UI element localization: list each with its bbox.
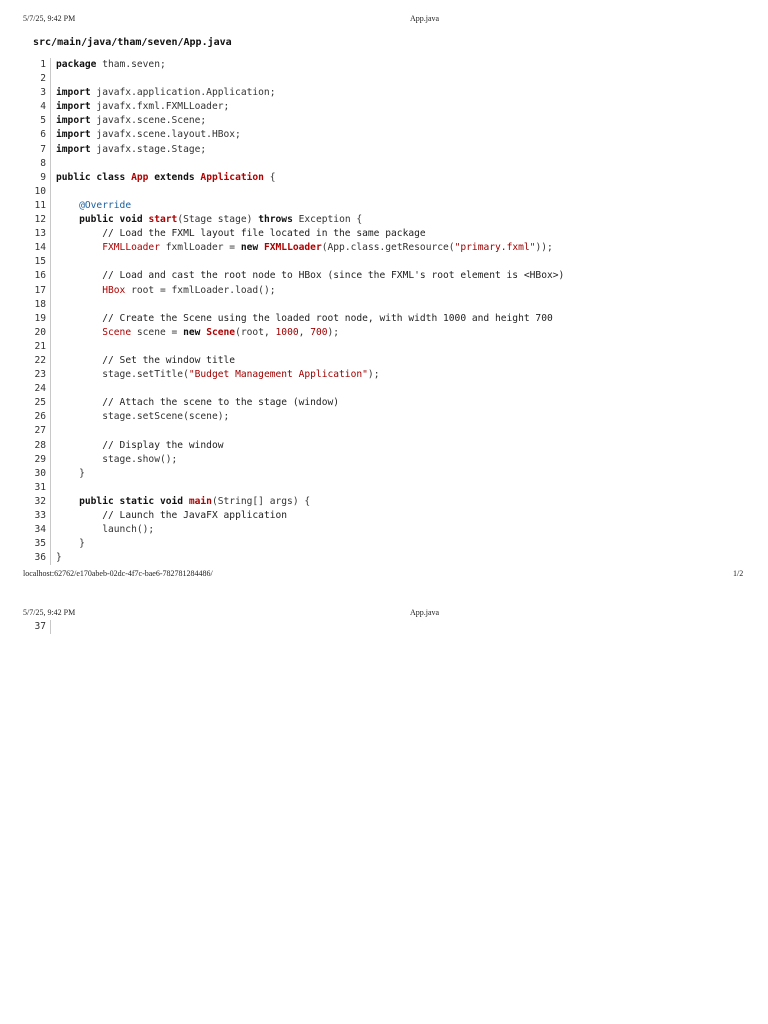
code-text: [51, 509, 287, 523]
code-token: }: [56, 552, 62, 564]
code-text: [51, 227, 426, 241]
code-token: javafx.fxml.FXMLLoader;: [90, 101, 230, 113]
code-text: [51, 481, 56, 495]
code-token: javafx.scene.Scene;: [90, 115, 207, 127]
file-path: src/main/java/tham/seven/App.java: [33, 37, 232, 48]
line-number: 25: [22, 396, 51, 410]
code-token: Application: [200, 171, 264, 183]
code-block-continued: [22, 620, 56, 634]
code-token: FXMLLoader: [102, 242, 160, 254]
code-line: [22, 284, 564, 298]
code-line: [22, 368, 564, 382]
code-text: [51, 354, 235, 368]
code-token: // Launch the JavaFX application: [102, 510, 288, 521]
code-token: (Stage stage): [177, 214, 259, 226]
code-text: [51, 269, 564, 283]
code-text: [51, 298, 56, 312]
code-token: javafx.application.Application;: [90, 87, 276, 99]
code-line: [22, 114, 564, 128]
code-token: }: [56, 538, 85, 550]
line-number: 6: [22, 128, 51, 142]
code-token: throws: [258, 214, 293, 226]
code-token: [56, 285, 102, 296]
code-text: [51, 199, 131, 213]
code-text: [51, 537, 85, 551]
code-token: );: [327, 326, 340, 338]
code-token: 1000: [275, 326, 299, 338]
code-token: [56, 270, 102, 281]
code-token: package: [56, 59, 97, 70]
code-text: [51, 523, 154, 537]
code-token: [56, 496, 79, 507]
line-number: 30: [22, 467, 51, 481]
code-line: [22, 171, 564, 185]
code-token: "primary.fxml": [454, 242, 536, 254]
code-text: [51, 326, 339, 340]
code-text: [51, 86, 276, 100]
code-text: [51, 467, 85, 481]
code-text: [51, 439, 224, 453]
code-line: [22, 410, 564, 424]
code-text: [51, 340, 56, 354]
code-token: (App.class.getResource(: [321, 242, 455, 254]
line-number: 24: [22, 382, 51, 396]
line-number: 7: [22, 143, 51, 157]
code-line: [22, 269, 564, 283]
code-line: [22, 199, 564, 213]
page1-footer-page-number: 1/2: [733, 569, 744, 578]
line-number: 17: [22, 284, 51, 298]
code-line: [22, 620, 56, 634]
code-token: public class: [56, 171, 126, 183]
line-number: 22: [22, 354, 51, 368]
code-token: [56, 228, 102, 239]
code-token: import: [56, 129, 91, 141]
code-token: [56, 313, 102, 324]
code-text: [51, 312, 553, 326]
code-token: 700: [310, 326, 328, 338]
code-token: stage.setScene(scene);: [56, 411, 230, 423]
code-text: [51, 114, 206, 128]
code-token: import: [56, 115, 91, 127]
code-token: );: [367, 369, 380, 381]
line-number: 14: [22, 241, 51, 255]
line-number: 10: [22, 185, 51, 199]
code-text: [51, 213, 362, 227]
code-text: [51, 171, 276, 185]
code-token: FXMLLoader: [263, 242, 322, 254]
page1-header-title: App.java: [410, 14, 440, 23]
line-number: 8: [22, 157, 51, 171]
line-number: 29: [22, 453, 51, 467]
code-token: [56, 242, 102, 253]
code-text: [51, 284, 276, 298]
code-line: [22, 241, 564, 255]
line-number: 1: [22, 58, 51, 72]
line-number: 31: [22, 481, 51, 495]
code-line: [22, 481, 564, 495]
code-line: [22, 298, 564, 312]
code-line: [22, 128, 564, 142]
code-text: [51, 495, 310, 509]
code-line: [22, 185, 564, 199]
line-number: 16: [22, 269, 51, 283]
line-number: 33: [22, 509, 51, 523]
code-token: import: [56, 87, 91, 99]
line-number: 21: [22, 340, 51, 354]
code-token: (root,: [235, 326, 276, 338]
code-line: [22, 86, 564, 100]
code-block: [22, 58, 564, 565]
code-line: [22, 100, 564, 114]
code-token: [56, 355, 102, 366]
line-number: 19: [22, 312, 51, 326]
code-token: start: [148, 214, 178, 226]
code-token: ));: [535, 242, 553, 254]
code-token: new: [240, 242, 259, 254]
code-token: ,: [298, 326, 311, 338]
code-text: [51, 241, 553, 255]
line-number: 20: [22, 326, 51, 340]
code-text: [51, 72, 56, 86]
code-token: // Set the window title: [102, 354, 236, 366]
code-line: [22, 312, 564, 326]
code-line: [22, 72, 564, 86]
code-text: [51, 551, 62, 565]
code-token: javafx.stage.Stage;: [90, 143, 207, 155]
page2-header-datetime: 5/7/25, 9:42 PM: [23, 608, 76, 617]
code-token: "Budget Management Application": [188, 369, 368, 381]
code-token: import: [56, 101, 91, 113]
line-number: 9: [22, 171, 51, 185]
code-line: [22, 157, 564, 171]
code-token: [56, 327, 102, 338]
line-number: 35: [22, 537, 51, 551]
code-text: [51, 424, 56, 438]
code-text: [51, 185, 56, 199]
code-line: [22, 227, 564, 241]
code-line: [22, 424, 564, 438]
line-number: 11: [22, 199, 51, 213]
code-token: scene =: [131, 326, 184, 338]
line-number: 26: [22, 410, 51, 424]
code-text: [51, 255, 56, 269]
code-line: [22, 58, 564, 72]
code-line: [22, 354, 564, 368]
code-line: [22, 143, 564, 157]
code-token: [56, 200, 79, 211]
line-number: 13: [22, 227, 51, 241]
code-token: [56, 510, 102, 521]
code-text: [51, 453, 177, 467]
code-token: // Load the FXML layout file located in the same package: [102, 228, 426, 240]
code-line: [22, 340, 564, 354]
code-token: main: [188, 495, 212, 507]
line-number: 5: [22, 114, 51, 128]
line-number: 27: [22, 424, 51, 438]
line-number: 34: [22, 523, 51, 537]
code-token: stage.setTitle(: [56, 369, 189, 381]
code-text: [51, 620, 56, 634]
code-text: [51, 143, 206, 157]
code-line: [22, 509, 564, 523]
line-number: 36: [22, 551, 51, 565]
code-token: fxmlLoader =: [159, 242, 241, 254]
line-number: 32: [22, 495, 51, 509]
line-number: 2: [22, 72, 51, 86]
code-token: import: [56, 143, 91, 155]
page1-footer-url: localhost:62762/e170abeb-02dc-4f7c-bae6-782781284486/: [23, 569, 213, 578]
code-token: Exception {: [292, 214, 363, 226]
page1-header-datetime: 5/7/25, 9:42 PM: [23, 14, 76, 23]
code-text: [51, 410, 229, 424]
code-line: [22, 453, 564, 467]
code-line: [22, 439, 564, 453]
code-token: public void: [79, 214, 143, 226]
code-token: javafx.scene.layout.HBox;: [90, 129, 241, 141]
code-token: App: [131, 171, 149, 183]
code-line: [22, 523, 564, 537]
code-text: [51, 128, 241, 142]
code-token: @Override: [79, 199, 132, 211]
page2-header-title: App.java: [410, 608, 440, 617]
code-token: // Display the window: [102, 439, 224, 451]
line-number: 28: [22, 439, 51, 453]
line-number: 37: [22, 620, 51, 634]
code-token: }: [56, 467, 85, 479]
line-number: 15: [22, 255, 51, 269]
code-text: [51, 396, 339, 410]
code-line: [22, 467, 564, 481]
code-text: [51, 382, 56, 396]
code-line: [22, 326, 564, 340]
code-token: launch();: [56, 524, 155, 536]
line-number: 23: [22, 368, 51, 382]
code-token: // Create the Scene using the loaded root node, with width 1000 and height 700: [102, 312, 553, 324]
code-token: // Load and cast the root node to HBox (since the FXML's root element is <HBox>): [102, 270, 565, 282]
code-text: [51, 100, 229, 114]
code-token: [56, 440, 102, 451]
code-token: Scene: [102, 326, 132, 338]
code-token: root = fxmlLoader.load();: [125, 284, 276, 296]
code-text: [51, 368, 379, 382]
code-text: [51, 58, 166, 72]
code-token: {: [263, 171, 276, 183]
code-line: [22, 213, 564, 227]
code-token: extends: [154, 171, 195, 183]
code-token: Scene: [206, 326, 236, 338]
code-token: HBox: [102, 284, 126, 296]
code-line: [22, 396, 564, 410]
code-line: [22, 255, 564, 269]
code-token: [56, 214, 79, 225]
code-token: (String[] args) {: [211, 495, 311, 507]
line-number: 12: [22, 213, 51, 227]
code-line: [22, 537, 564, 551]
code-line: [22, 551, 564, 565]
code-token: stage.show();: [56, 453, 178, 465]
code-token: [56, 397, 102, 408]
code-text: [51, 157, 56, 171]
code-token: new: [183, 326, 201, 338]
code-line: [22, 382, 564, 396]
line-number: 3: [22, 86, 51, 100]
line-number: 4: [22, 100, 51, 114]
code-line: [22, 495, 564, 509]
code-token: // Attach the scene to the stage (window): [102, 397, 340, 409]
code-token: tham.seven;: [96, 59, 166, 70]
code-token: public static void: [79, 495, 184, 507]
line-number: 18: [22, 298, 51, 312]
